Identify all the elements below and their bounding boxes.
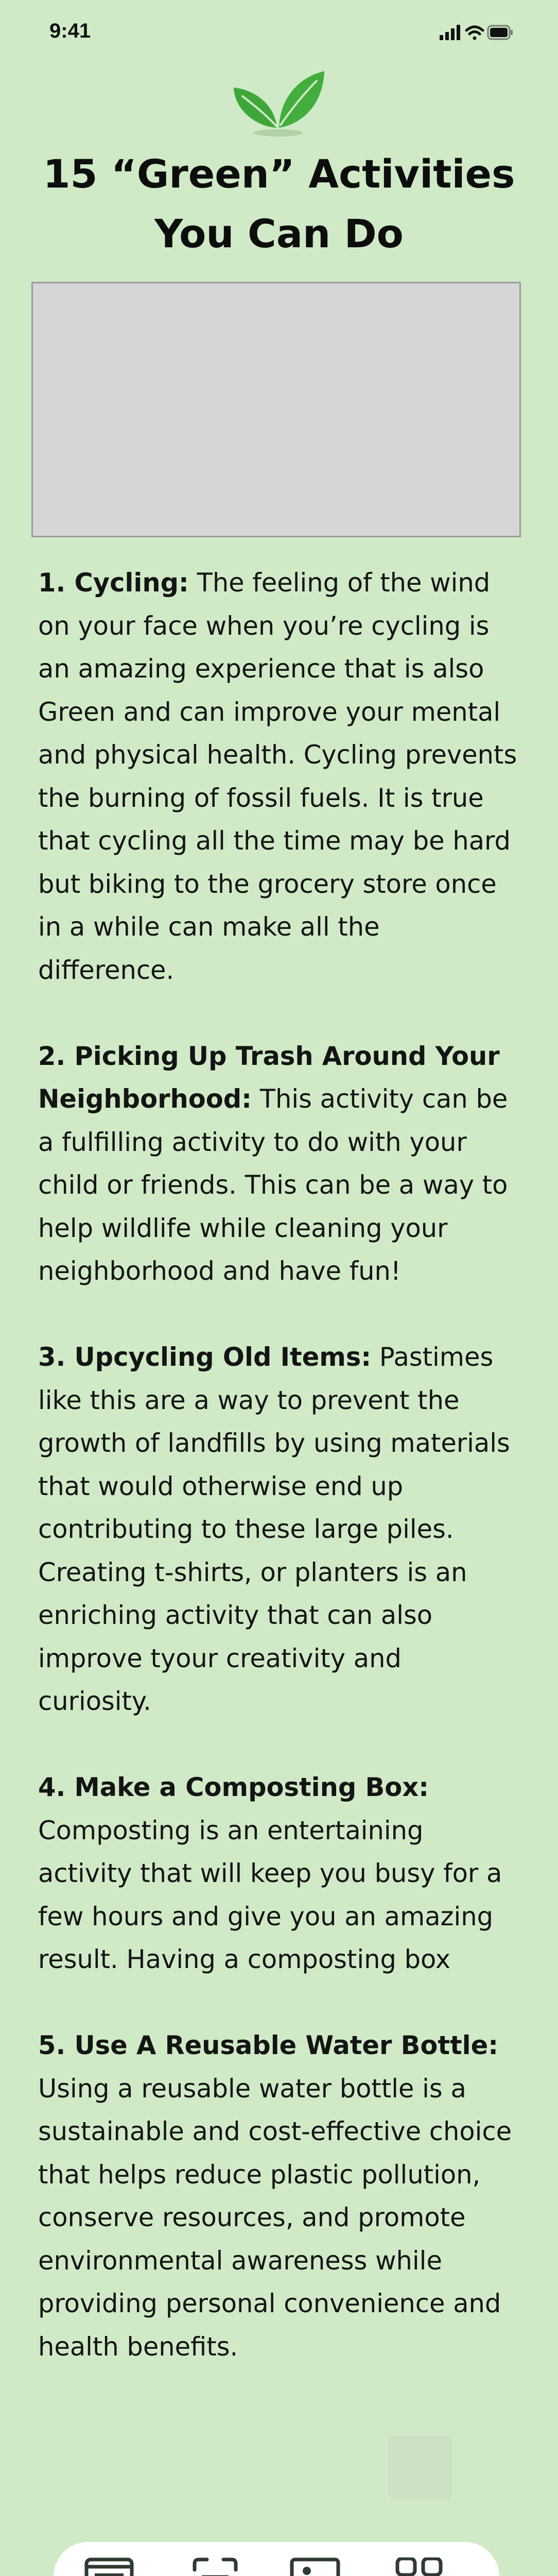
activity-title: 5. Use A Reusable Water Bottle:: [38, 2030, 498, 2060]
leaf-logo-icon: [226, 62, 329, 144]
wifi-icon: [466, 27, 483, 40]
activity-title: 1. Cycling:: [38, 568, 189, 598]
status-bar: [0, 0, 558, 62]
activity-text: This activity can be a fulfilling activity to do with your child or friends. This can be a way to help wildlife while cleaning your neighborhood and have fun!: [38, 1084, 508, 1286]
image-icon: [289, 2557, 341, 2576]
activity-item: [38, 1766, 520, 1981]
activity-item: [38, 562, 520, 992]
activity-item: [38, 1035, 520, 1293]
bottom-nav-bar: [54, 2542, 499, 2576]
nav-article-button[interactable]: [83, 2557, 135, 2576]
activity-title: 4. Make a Composting Box:: [38, 1772, 429, 1802]
article-icon: [83, 2557, 135, 2576]
image-placeholder: [31, 282, 521, 537]
overlay-square: [388, 2436, 452, 2500]
nav-scan-button[interactable]: [189, 2557, 241, 2576]
nav-image-button[interactable]: [289, 2557, 341, 2576]
activity-title: 2. Picking Up Trash Around Your Neighborhood:: [38, 1041, 500, 1114]
activity-text: Using a reusable water bottle is a sustainable and cost-effective choice that helps reduce plastic pollution, conserve resources, and promote environmental awareness while providing personal convenience and health benefits.: [38, 2073, 512, 2362]
scan-icon: [189, 2557, 241, 2576]
page-title: 15 “Green” Activities You Can Do: [43, 151, 515, 257]
activity-item: [38, 1336, 520, 1723]
status-icons: [438, 22, 515, 42]
activity-text: Pastimes like this are a way to prevent the growth of landfills by using materials that would otherwise end up contributing to these large piles. Creating t-shirts, or planters is an enriching activity that can also improve tyour creativity and curiosity.: [38, 1342, 510, 1716]
signal-icon: [440, 25, 460, 40]
activity-text: The feeling of the wind on your face when you’re cycling is an amazing experience that is also Green and can improve your mental and physical health. Cycling prevents the burning of fossil fuels. It is true that cycling all the time may be hard but biking to the grocery store once in a while can make all the difference.: [38, 568, 517, 985]
activity-item: [38, 2024, 520, 2368]
activity-text: Composting is an entertaining activity that will keep you busy for a few hours and give you an amazing result. Having a composting box: [38, 1815, 502, 1974]
activity-title: 3. Upcycling Old Items:: [38, 1342, 372, 1372]
grid-icon: [393, 2557, 445, 2576]
status-time: 9:41: [49, 20, 91, 42]
battery-icon: [488, 26, 513, 39]
nav-grid-button[interactable]: [393, 2557, 445, 2576]
activities-list: [38, 562, 520, 2412]
